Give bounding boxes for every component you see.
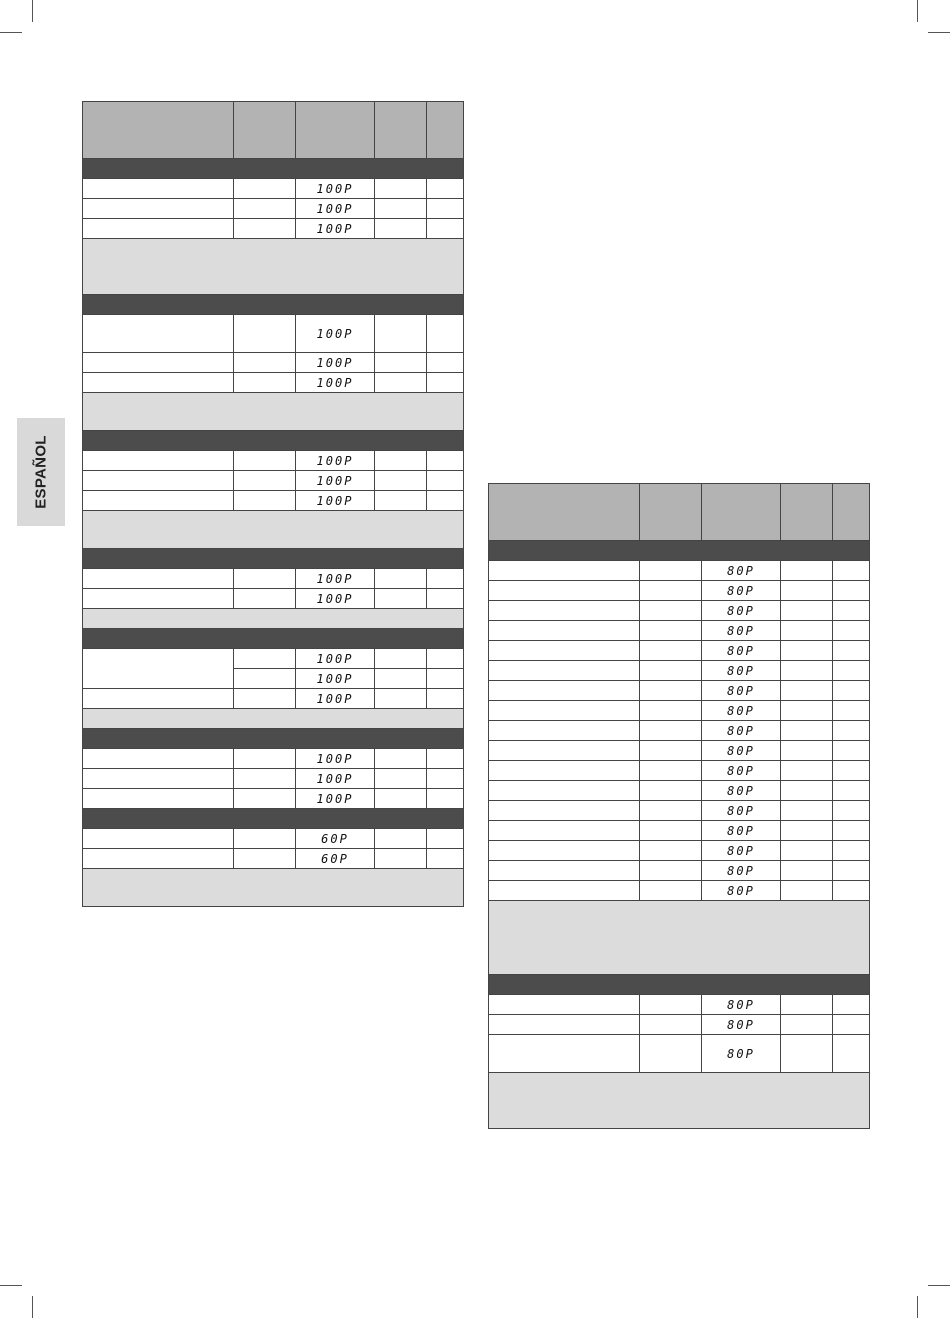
header-cell (296, 102, 375, 159)
crop-mark (0, 32, 22, 33)
display-value: 100P (296, 569, 375, 589)
crop-mark (0, 1285, 22, 1286)
table-cell (375, 491, 427, 511)
table-cell (489, 641, 640, 661)
table-cell (427, 491, 464, 511)
crop-mark (928, 32, 950, 33)
display-value: 100P (296, 373, 375, 393)
table-cell (781, 601, 833, 621)
table-cell (234, 769, 296, 789)
table-cell (83, 689, 234, 709)
table-cell (375, 471, 427, 491)
table-cell (489, 995, 640, 1015)
note-cell (83, 869, 464, 907)
table-cell (489, 581, 640, 601)
section-header-row (83, 159, 464, 179)
note-row (489, 901, 870, 975)
table-row (489, 821, 870, 841)
table-row (489, 1035, 870, 1073)
display-value: 100P (296, 491, 375, 511)
table-row (83, 789, 464, 809)
display-value: 80P (702, 701, 781, 721)
table-row (83, 219, 464, 239)
table-cell (640, 995, 702, 1015)
table-cell (833, 1015, 870, 1035)
table-cell (640, 641, 702, 661)
note-cell (489, 901, 870, 975)
table-cell (640, 721, 702, 741)
crop-mark (928, 1285, 950, 1286)
header-cell (640, 484, 702, 541)
section-header-row (489, 975, 870, 995)
table-cell (427, 179, 464, 199)
table-cell (234, 689, 296, 709)
table-cell (427, 689, 464, 709)
section-header-row (83, 629, 464, 649)
note-row (83, 709, 464, 729)
note-cell (489, 1073, 870, 1129)
table-cell (489, 801, 640, 821)
table-cell (833, 621, 870, 641)
header-cell (489, 484, 640, 541)
table-cell (781, 721, 833, 741)
table-cell (83, 491, 234, 511)
table-cell (489, 841, 640, 861)
table-cell (83, 373, 234, 393)
table-cell (489, 1015, 640, 1035)
table-cell (640, 701, 702, 721)
table-cell (375, 829, 427, 849)
language-tab (17, 418, 65, 526)
table-cell (833, 841, 870, 861)
table-cell (375, 589, 427, 609)
table-cell (640, 781, 702, 801)
table-cell (427, 649, 464, 669)
note-cell (83, 239, 464, 295)
table-row (489, 561, 870, 581)
table-cell (375, 669, 427, 689)
table-cell (489, 761, 640, 781)
header-cell (83, 102, 234, 159)
table-cell (833, 881, 870, 901)
table-row (83, 689, 464, 709)
table-cell (427, 353, 464, 373)
section-header-bar (83, 629, 464, 649)
table-cell (640, 601, 702, 621)
table-cell (833, 801, 870, 821)
program-table-right (488, 483, 870, 1129)
display-value: 100P (296, 589, 375, 609)
display-value: 100P (296, 179, 375, 199)
section-header-bar (83, 809, 464, 829)
note-row (83, 609, 464, 629)
table-cell (427, 769, 464, 789)
table-cell (640, 661, 702, 681)
table-cell (489, 681, 640, 701)
table-row (83, 471, 464, 491)
table-cell (781, 1015, 833, 1035)
note-row (83, 393, 464, 431)
display-value: 80P (702, 995, 781, 1015)
crop-mark (917, 1296, 918, 1318)
display-value: 80P (702, 601, 781, 621)
table-cell (489, 621, 640, 641)
table-cell (833, 601, 870, 621)
display-value: 60P (296, 829, 375, 849)
table-row (489, 761, 870, 781)
table-cell (640, 561, 702, 581)
table-cell (781, 581, 833, 601)
table-cell (83, 829, 234, 849)
table-cell (640, 801, 702, 821)
table-row (83, 749, 464, 769)
table-cell (234, 589, 296, 609)
table-cell (234, 749, 296, 769)
table-cell (375, 353, 427, 373)
program-table-left (82, 101, 464, 907)
display-value: 100P (296, 789, 375, 809)
table-cell (83, 649, 234, 689)
table-cell (427, 829, 464, 849)
table-row (83, 179, 464, 199)
table-cell (833, 721, 870, 741)
table-cell (489, 861, 640, 881)
table-cell (427, 373, 464, 393)
header-cell (781, 484, 833, 541)
display-value: 80P (702, 881, 781, 901)
table-cell (833, 641, 870, 661)
section-header-row (83, 549, 464, 569)
display-value: 80P (702, 621, 781, 641)
table-cell (489, 781, 640, 801)
note-row (83, 239, 464, 295)
table-cell (234, 849, 296, 869)
table-cell (781, 821, 833, 841)
table-cell (83, 589, 234, 609)
table-cell (375, 649, 427, 669)
display-value: 80P (702, 761, 781, 781)
table-cell (489, 881, 640, 901)
table-row (83, 589, 464, 609)
table-row (489, 681, 870, 701)
header-row (83, 102, 464, 159)
table-cell (781, 681, 833, 701)
table-cell (781, 661, 833, 681)
table-cell (375, 569, 427, 589)
table-cell (833, 1035, 870, 1073)
table-row (489, 641, 870, 661)
table-cell (489, 701, 640, 721)
table-cell (640, 621, 702, 641)
table-row (83, 199, 464, 219)
table-cell (427, 315, 464, 353)
section-header-bar (489, 541, 870, 561)
table-row (83, 649, 464, 669)
table-row (83, 491, 464, 511)
display-value: 80P (702, 821, 781, 841)
display-value: 100P (296, 669, 375, 689)
display-value: 80P (702, 841, 781, 861)
display-value: 80P (702, 801, 781, 821)
table-cell (83, 789, 234, 809)
table-cell (234, 315, 296, 353)
note-cell (83, 609, 464, 629)
table-cell (640, 881, 702, 901)
table-cell (781, 701, 833, 721)
language-tab-label: ESPAÑOL (32, 435, 50, 509)
note-row (83, 869, 464, 907)
section-header-row (83, 729, 464, 749)
table-cell (427, 199, 464, 219)
table-cell (427, 789, 464, 809)
table-cell (640, 681, 702, 701)
table-row (83, 569, 464, 589)
table-row (83, 829, 464, 849)
table-cell (781, 641, 833, 661)
table-cell (833, 821, 870, 841)
table-cell (234, 669, 296, 689)
section-header-bar (83, 431, 464, 451)
table-row (489, 601, 870, 621)
table-row (489, 801, 870, 821)
table-row (489, 781, 870, 801)
table-cell (489, 561, 640, 581)
table-cell (781, 761, 833, 781)
table-cell (781, 801, 833, 821)
table-cell (781, 561, 833, 581)
table-row (489, 861, 870, 881)
table-cell (375, 373, 427, 393)
note-cell (83, 709, 464, 729)
table-cell (234, 471, 296, 491)
table-row (489, 721, 870, 741)
display-value: 100P (296, 689, 375, 709)
display-value: 100P (296, 353, 375, 373)
display-value: 80P (702, 781, 781, 801)
table-cell (833, 581, 870, 601)
header-row (489, 484, 870, 541)
table-cell (83, 353, 234, 373)
table-row (489, 995, 870, 1015)
table-cell (489, 661, 640, 681)
table-cell (375, 789, 427, 809)
note-cell (83, 511, 464, 549)
table-cell (781, 741, 833, 761)
table-cell (427, 471, 464, 491)
display-value: 60P (296, 849, 375, 869)
table-cell (83, 315, 234, 353)
table-cell (375, 749, 427, 769)
table-cell (375, 219, 427, 239)
section-header-bar (83, 549, 464, 569)
crop-mark (917, 0, 918, 22)
table-cell (234, 829, 296, 849)
header-cell (427, 102, 464, 159)
display-value: 80P (702, 661, 781, 681)
table-cell (234, 353, 296, 373)
display-value: 100P (296, 315, 375, 353)
display-value: 80P (702, 581, 781, 601)
display-value: 100P (296, 219, 375, 239)
table-cell (427, 569, 464, 589)
table-row (83, 769, 464, 789)
table-cell (375, 849, 427, 869)
table-row (489, 1015, 870, 1035)
table-cell (833, 661, 870, 681)
table-cell (833, 761, 870, 781)
table-cell (781, 841, 833, 861)
table-cell (83, 471, 234, 491)
note-row (489, 1073, 870, 1129)
table-cell (640, 1035, 702, 1073)
display-value: 100P (296, 451, 375, 471)
display-value: 80P (702, 641, 781, 661)
table-cell (781, 1035, 833, 1073)
section-header-bar (489, 975, 870, 995)
table-cell (833, 741, 870, 761)
table-cell (489, 741, 640, 761)
table-cell (427, 451, 464, 471)
table-cell (640, 841, 702, 861)
header-cell (833, 484, 870, 541)
display-value: 100P (296, 199, 375, 219)
display-value: 80P (702, 1035, 781, 1073)
table-cell (833, 995, 870, 1015)
table-cell (640, 761, 702, 781)
display-value: 80P (702, 561, 781, 581)
table-cell (375, 451, 427, 471)
table-cell (833, 681, 870, 701)
table-cell (427, 219, 464, 239)
table-cell (640, 861, 702, 881)
table-row (83, 353, 464, 373)
table-cell (234, 451, 296, 471)
table-cell (375, 769, 427, 789)
table-row (489, 661, 870, 681)
table-cell (489, 1035, 640, 1073)
table-cell (375, 689, 427, 709)
note-cell (83, 393, 464, 431)
table-cell (83, 451, 234, 471)
header-cell (234, 102, 296, 159)
note-row (83, 511, 464, 549)
table-row (83, 849, 464, 869)
table-cell (781, 781, 833, 801)
table-row (489, 741, 870, 761)
section-header-row (489, 541, 870, 561)
table-row (489, 841, 870, 861)
table-cell (640, 581, 702, 601)
table-cell (234, 491, 296, 511)
display-value: 80P (702, 1015, 781, 1035)
table-row (83, 315, 464, 353)
section-header-bar (83, 729, 464, 749)
table-cell (83, 569, 234, 589)
display-value: 80P (702, 681, 781, 701)
table-cell (83, 199, 234, 219)
table-cell (375, 315, 427, 353)
table-row (489, 701, 870, 721)
table-row (489, 881, 870, 901)
display-value: 100P (296, 749, 375, 769)
table-cell (781, 995, 833, 1015)
display-value: 80P (702, 741, 781, 761)
table-cell (427, 849, 464, 869)
table-row (489, 621, 870, 641)
table-cell (234, 569, 296, 589)
table-row (83, 373, 464, 393)
table-cell (427, 669, 464, 689)
section-header-row (83, 809, 464, 829)
table-cell (83, 749, 234, 769)
section-header-row (83, 431, 464, 451)
display-value: 100P (296, 769, 375, 789)
display-value: 100P (296, 471, 375, 491)
header-cell (375, 102, 427, 159)
table-cell (833, 861, 870, 881)
crop-mark (32, 1296, 33, 1318)
table-row (489, 581, 870, 601)
table-cell (833, 781, 870, 801)
table-cell (234, 373, 296, 393)
table-cell (781, 881, 833, 901)
table-cell (375, 199, 427, 219)
header-cell (702, 484, 781, 541)
section-header-bar (83, 159, 464, 179)
table-cell (234, 199, 296, 219)
table-cell (640, 741, 702, 761)
table-cell (234, 219, 296, 239)
display-value: 80P (702, 721, 781, 741)
table-cell (234, 179, 296, 199)
table-cell (640, 1015, 702, 1035)
table-cell (83, 179, 234, 199)
table-cell (234, 789, 296, 809)
table-cell (83, 769, 234, 789)
table-cell (833, 701, 870, 721)
table-cell (234, 649, 296, 669)
table-cell (640, 821, 702, 841)
table-cell (375, 179, 427, 199)
table-cell (489, 821, 640, 841)
table-cell (427, 589, 464, 609)
table-cell (83, 219, 234, 239)
table-cell (833, 561, 870, 581)
table-cell (489, 601, 640, 621)
table-cell (781, 621, 833, 641)
table-row (83, 451, 464, 471)
display-value: 80P (702, 861, 781, 881)
table-cell (489, 721, 640, 741)
display-value: 100P (296, 649, 375, 669)
section-header-bar (83, 295, 464, 315)
table-cell (427, 749, 464, 769)
table-cell (83, 849, 234, 869)
crop-mark (32, 0, 33, 22)
section-header-row (83, 295, 464, 315)
table-cell (781, 861, 833, 881)
